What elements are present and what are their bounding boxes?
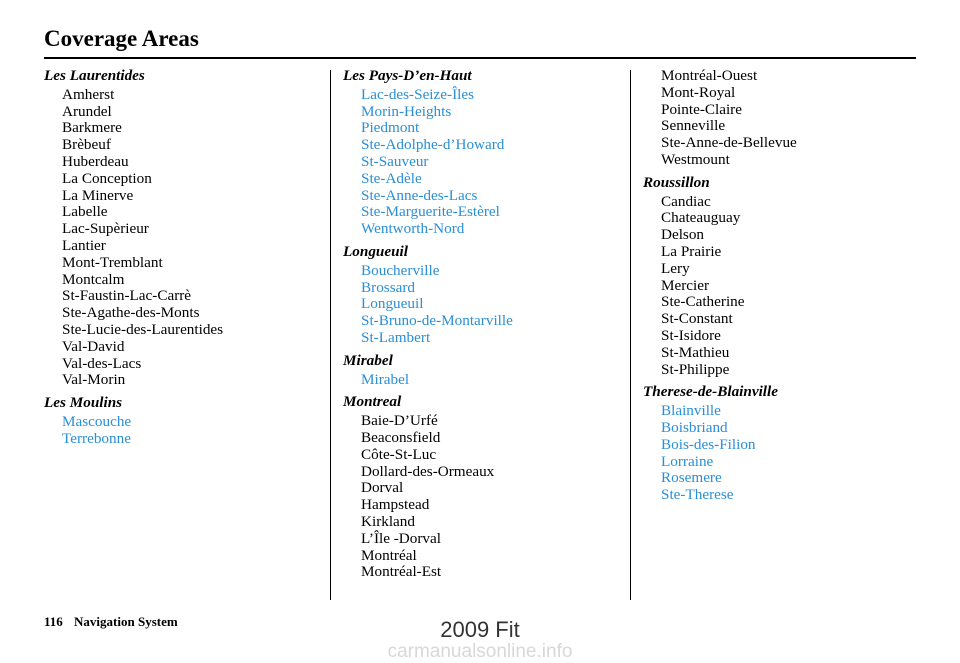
city-item: Val-Morin	[62, 371, 126, 389]
city-item: Val-David	[62, 337, 125, 355]
city-item: St-Faustin-Lac-Carrè	[62, 287, 192, 305]
city-item: Pointe-Claire	[661, 100, 742, 118]
city-link[interactable]: Boucherville	[361, 261, 440, 279]
city-link[interactable]: Wentworth-Nord	[361, 220, 465, 238]
column-3	[643, 68, 923, 510]
city-item: Dorval	[361, 479, 404, 497]
city-item: Ste-Anne-de-Bellevue	[661, 134, 797, 152]
city-list	[62, 414, 324, 448]
city-item: Mont-Tremblant	[62, 253, 163, 271]
city-item: Ste-Agathe-des-Monts	[62, 304, 200, 322]
region-group	[44, 68, 324, 389]
city-item: Candiac	[661, 192, 711, 210]
city-item: Kirkland	[361, 512, 415, 530]
city-list	[361, 372, 623, 389]
city-item: Barkmere	[62, 119, 122, 137]
region-group	[44, 395, 324, 447]
region-heading: Roussillon	[643, 173, 710, 191]
city-link[interactable]: Terrebonne	[62, 429, 131, 447]
region-heading: Longueuil	[343, 242, 408, 260]
city-link[interactable]: Rosemere	[661, 469, 722, 487]
city-link[interactable]: St-Bruno-de-Montarville	[361, 312, 513, 330]
city-item: La Prairie	[661, 242, 722, 260]
city-item: Labelle	[62, 203, 108, 221]
city-item: Brèbeuf	[62, 136, 111, 154]
city-item: La Conception	[62, 169, 152, 187]
city-item: Ste-Lucie-des-Laurentides	[62, 320, 224, 338]
region-group	[343, 394, 623, 581]
city-link[interactable]: Lorraine	[661, 452, 714, 470]
city-link[interactable]: Brossard	[361, 278, 415, 296]
city-link[interactable]: Ste-Marguerite-Estèrel	[361, 203, 500, 221]
title-rule	[44, 57, 916, 59]
city-item: Chateauguay	[661, 209, 741, 227]
city-item: Ste-Catherine	[661, 293, 745, 311]
city-item: Westmount	[661, 150, 730, 168]
city-list	[62, 87, 324, 389]
column-divider-2	[630, 70, 631, 600]
city-item: St-Philippe	[661, 360, 730, 378]
city-item: Lac-Supèrieur	[62, 220, 149, 238]
city-item: Mont-Royal	[661, 83, 736, 101]
city-item: Arundel	[62, 102, 112, 120]
city-link[interactable]: Morin-Heights	[361, 102, 452, 120]
region-heading: Les Pays-D’en-Haut	[343, 67, 472, 84]
city-link[interactable]: St-Lambert	[361, 328, 431, 346]
city-link[interactable]: Longueuil	[361, 295, 424, 313]
city-item: Côte-St-Luc	[361, 445, 437, 463]
city-link[interactable]: Mascouche	[62, 412, 132, 430]
region-heading: Therese-de-Blainville	[643, 383, 778, 401]
region-heading: Montreal	[343, 393, 402, 411]
city-item: Lantier	[62, 236, 106, 254]
city-item: La Minerve	[62, 186, 134, 204]
city-item: Montréal-Ouest	[661, 67, 758, 84]
watermark-site: carmanualsonline.info	[387, 641, 573, 662]
footer-label: Navigation System	[74, 614, 178, 629]
city-item: L’Île -Dorval	[361, 529, 441, 547]
city-item: Montréal-Est	[361, 563, 442, 581]
city-item: Delson	[661, 226, 705, 244]
city-list	[661, 403, 923, 504]
city-link[interactable]: Blainville	[661, 402, 721, 420]
city-item: Huberdeau	[62, 152, 129, 170]
city-link[interactable]: St-Sauveur	[361, 152, 429, 170]
city-link[interactable]: Lac-des-Seize-Îles	[361, 85, 474, 103]
city-item: Baie-D’Urfé	[361, 412, 438, 430]
page-number: 116	[44, 614, 63, 629]
watermark-model: 2009 Fit	[440, 617, 520, 642]
city-link[interactable]: Ste-Therese	[661, 486, 734, 504]
city-list	[361, 413, 623, 581]
city-link[interactable]: Boisbriand	[661, 418, 728, 436]
region-heading: Les Laurentides	[44, 67, 145, 84]
column-2	[343, 68, 623, 587]
region-group	[343, 244, 623, 347]
city-item: St-Mathieu	[661, 343, 730, 361]
region-group	[343, 68, 623, 238]
city-item: Lery	[661, 259, 690, 277]
city-item: Mercier	[661, 276, 710, 294]
city-list	[661, 194, 923, 379]
column-divider-1	[330, 70, 331, 600]
city-list	[661, 68, 923, 169]
region-group	[343, 353, 623, 389]
city-link[interactable]: Ste-Adolphe-d’Howard	[361, 136, 505, 154]
city-link[interactable]: Ste-Anne-des-Lacs	[361, 186, 478, 204]
city-item: St-Isidore	[661, 326, 721, 344]
city-item: Hampstead	[361, 496, 430, 514]
column-1	[44, 68, 324, 454]
city-item: Amherst	[62, 85, 115, 103]
city-item: Senneville	[661, 117, 726, 135]
city-list	[361, 263, 623, 347]
region-group	[643, 68, 923, 169]
region-group	[643, 384, 923, 504]
page-title: Coverage Areas	[44, 26, 199, 51]
city-list	[361, 87, 623, 238]
city-item: Montcalm	[62, 270, 125, 288]
region-heading: Les Moulins	[44, 394, 123, 412]
region-group	[643, 175, 923, 379]
city-link[interactable]: Piedmont	[361, 119, 420, 137]
city-link[interactable]: Mirabel	[361, 370, 410, 388]
city-item: Montréal	[361, 546, 417, 564]
city-item: Beaconsfield	[361, 428, 441, 446]
city-item: St-Constant	[661, 310, 733, 328]
city-link[interactable]: Bois-des-Filion	[661, 435, 756, 453]
city-link[interactable]: Ste-Adèle	[361, 169, 422, 187]
city-item: Dollard-des-Ormeaux	[361, 462, 495, 480]
city-item: Val-des-Lacs	[62, 354, 142, 372]
region-heading: Mirabel	[343, 351, 393, 369]
